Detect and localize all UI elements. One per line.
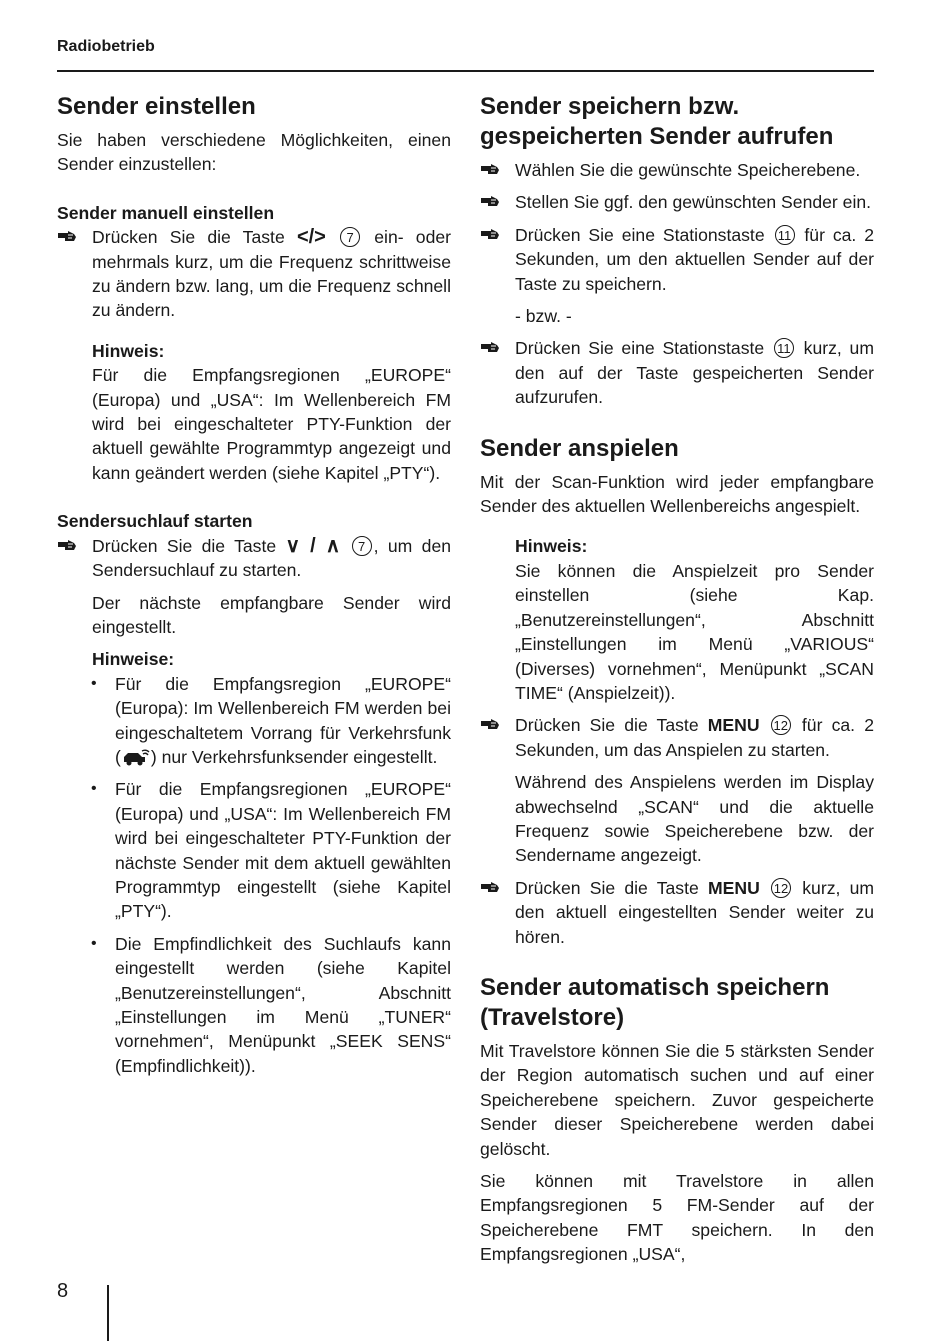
bullet-dot: • <box>91 934 97 952</box>
key-number-circle: 7 <box>352 536 372 556</box>
store-step2-text: Stellen Sie ggf. den gewünschten Sender ein. <box>515 192 872 213</box>
manual-step-text-b: ein- oder mehrmals kurz, um die Frequenz schrittweise zu ändern bzw. lang, um die Frequenz schnell zu ändern. <box>92 227 452 321</box>
bullet-dot: • <box>91 780 97 798</box>
pointing-hand-icon <box>480 195 500 208</box>
left-column <box>57 92 451 1078</box>
heading-scan: Sender anspielen <box>480 434 679 462</box>
store-step4-text-b: kurz, um den auf der Taste gespeicherten Sender aufzurufen. <box>515 338 874 408</box>
section-header: Radiobetrieb <box>57 38 155 55</box>
key-number-circle: 12 <box>771 878 791 898</box>
pointing-hand-icon <box>480 163 500 176</box>
scan-step2-text-a: Drücken Sie die Taste <box>515 877 699 898</box>
store-step3-text-b: für ca. 2 Sekunden, um den aktuellen Sender auf der Taste zu speichern. <box>515 224 874 294</box>
note-pty-tuning <box>57 339 451 485</box>
note-scan-time <box>480 534 874 705</box>
right-column <box>480 92 874 1267</box>
bullet1-text-a: Für die Empfangsregion „EUROPE“ (Europa): Im Wellenbereich FM werden bei eingeschaltetem Vorrang für Verkehrsfunk ( <box>115 673 451 767</box>
recall-step <box>480 336 874 409</box>
prev-next-keys: </> <box>296 226 326 249</box>
key-number-circle: 7 <box>340 227 360 247</box>
scan-step2-text-b: kurz, um den aktuell eingestellten Sender weiter zu hören. <box>515 877 875 947</box>
heading-sender-einstellen: Sender einstellen <box>57 93 256 120</box>
bullet-dot: • <box>91 674 97 692</box>
note-bullet <box>57 777 451 923</box>
scan-step1-text-b: für ca. 2 Sekunden, um das Anspielen zu starten. <box>515 715 874 760</box>
footer-divider <box>107 1285 109 1341</box>
header-divider <box>57 70 874 72</box>
heading-travelstore: Sender automatisch speichern (Travelstore) <box>480 973 830 1031</box>
store-step1-text: Wählen Sie die gewünschte Speicherebene. <box>515 160 861 180</box>
seek-step-text-b: , um den Sendersuchlauf zu starten. <box>92 535 452 581</box>
bullet1-text-b: ) nur Verkehrsfunksender eingestellt. <box>150 746 438 767</box>
heading-seek: Sendersuchlauf starten <box>57 511 253 532</box>
travel-paragraph-1: Mit Travelstore können Sie die 5 stärksten Sender der Region automatisch suchen und auf einer Speicherebene speichern. Zuvor gespeicherte Sender dieser Speicherebene werden dabei gelöscht. <box>480 1040 874 1159</box>
manual-step-text-a: Drücken Sie die Taste <box>92 227 285 248</box>
store-step <box>480 190 874 214</box>
traffic-info-car-icon <box>121 748 151 766</box>
seek-step-text-a: Drücken Sie die Taste <box>92 535 277 556</box>
seek-step <box>57 534 451 583</box>
key-number-circle: 11 <box>775 225 795 245</box>
key-number-circle: 12 <box>771 715 791 735</box>
store-step3-text-a: Drücken Sie eine Stationstaste <box>515 224 765 245</box>
seek-up-down-keys: ∨ / ∧ <box>285 534 341 557</box>
key-number-circle: 11 <box>774 338 794 358</box>
pointing-hand-icon <box>480 341 500 354</box>
store-step4-text-a: Drücken Sie eine Stationstaste <box>515 338 765 359</box>
travel-paragraph-2: Sie können mit Travelstore in allen Empfangsregionen 5 FM-Sender auf der Speicherebene FMT speichern. In den Empfangsregionen „USA“, <box>480 1171 874 1265</box>
heading-manual-tuning: Sender manuell einstellen <box>57 202 275 223</box>
notes-title: Hinweise: <box>92 649 175 670</box>
note-text: Sie können die Anspielzeit pro Sender einstellen (siehe Kap. „Benutzereinstellungen“, Abschnitt „Einstellungen im Menü „VARIOUS“ (Diverses) vornehmen“, Menüpunkt „SCAN TIME“ (Anspielzeit)). <box>515 560 874 703</box>
pointing-hand-icon <box>57 230 77 243</box>
store-step <box>480 158 874 182</box>
pointing-hand-icon <box>480 718 500 731</box>
tune-intro: Sie haben verschiedene Möglichkeiten, einen Sender einzustellen: <box>57 130 451 175</box>
note-bullet <box>57 932 451 1078</box>
pointing-hand-icon <box>57 539 77 552</box>
seek-result: Der nächste empfangbare Sender wird eingestellt. <box>92 592 451 637</box>
pointing-hand-icon <box>480 228 500 241</box>
menu-key-label: MENU <box>707 715 760 736</box>
scan-intro: Mit der Scan-Funktion wird jeder empfangbare Sender des aktuellen Wellenbereichs angespielt. <box>480 471 874 517</box>
note-title: Hinweis: <box>92 340 165 361</box>
heading-store-recall: Sender speichern bzw. gespeicherten Sender aufrufen <box>480 93 834 150</box>
manual-step <box>57 225 451 323</box>
scan-step <box>480 713 874 762</box>
menu-key-label: MENU <box>708 877 760 898</box>
store-step <box>480 223 874 296</box>
or-separator: - bzw. - <box>515 306 572 327</box>
bullet2-text: Für die Empfangsregionen „EUROPE“ (Europa) und „USA“: Im Wellenbereich FM wird bei eingeschalteter PTY-Funktion der nächste Sender mit dem aktuell gewählten Programmtyp eingestellt (siehe Kapitel „PTY“). <box>115 779 451 922</box>
bullet3-text: Die Empfindlichkeit des Suchlaufs kann eingestellt werden (siehe Kapitel „Benutzereinstellungen“, Abschnitt „Einstellungen im Menü „TUNER“ vornehmen“, Menüpunkt „SEEK SENS“ (Empfindlichkeit)). <box>115 933 451 1076</box>
page-number: 8 <box>57 1280 69 1302</box>
note-text: Für die Empfangsregionen „EUROPE“ (Europa) und „USA“: Im Wellenbereich FM wird bei eingeschalteter PTY-Funktion der aktuell gewählte Programmtyp angezeigt und kann geändert werden (siehe Kapitel „PTY“). <box>92 365 451 483</box>
scan-during: Während des Anspielens werden im Display abwechselnd „SCAN“ und die aktuelle Frequenz sowie Speicherebene bzw. der Sendername angezeigt. <box>515 772 874 866</box>
note-title: Hinweis: <box>515 536 588 557</box>
pointing-hand-icon <box>480 881 500 894</box>
note-bullet <box>57 672 451 770</box>
scan-step1-text-a: Drücken Sie die Taste <box>515 715 699 736</box>
scan-step <box>480 876 874 949</box>
